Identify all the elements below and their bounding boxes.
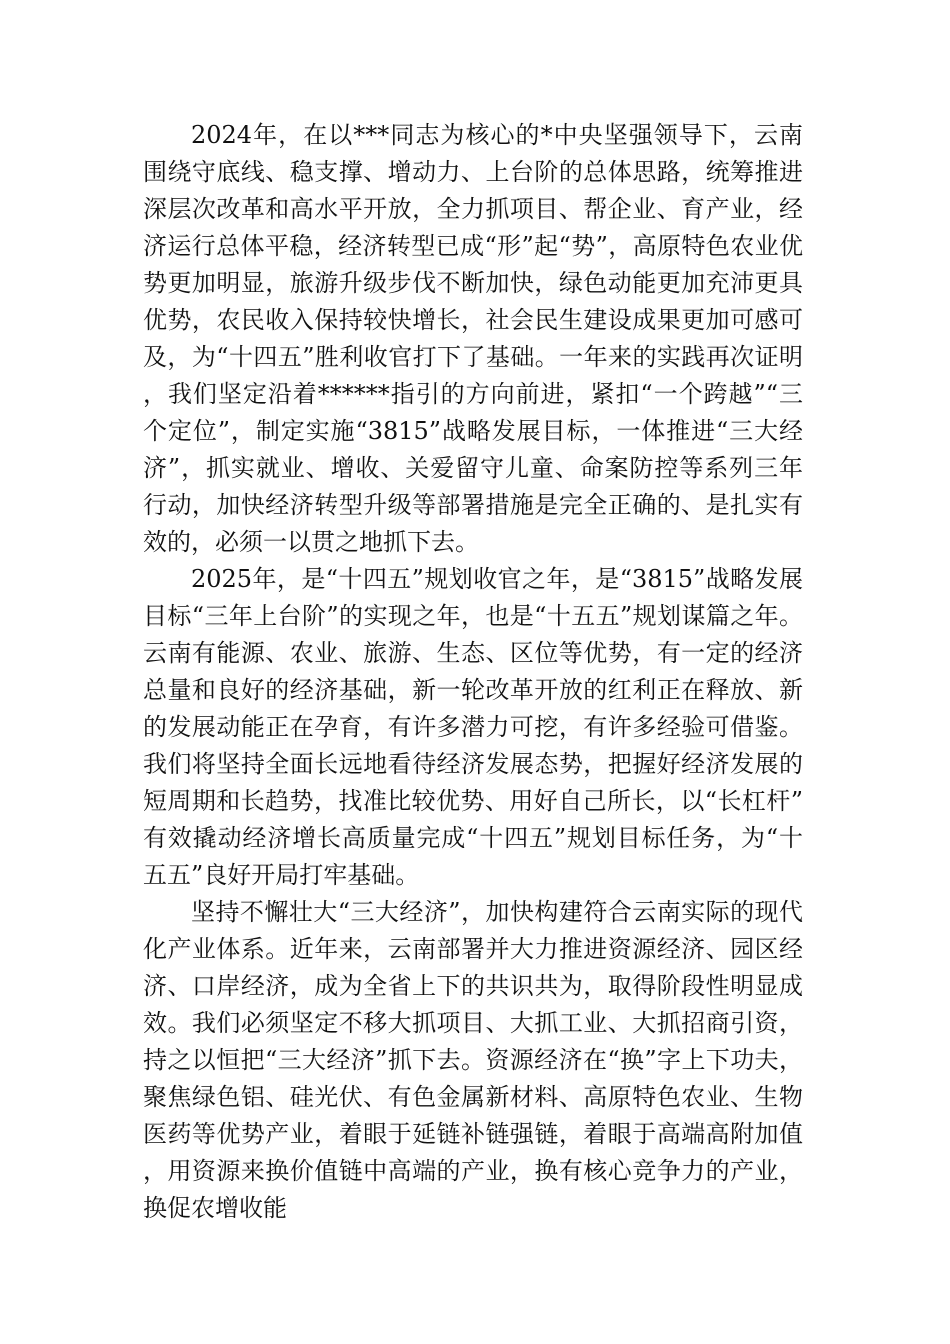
paragraph-2: 2025年，是“十四五”规划收官之年，是“3815”战略发展目标“三年上台阶”的实现之年，也是“十五五”规划谋篇之年。云南有能源、农业、旅游、生态、区位等优势，有一定的经济总量和良好的经济基础，新一轮改革开放的红利正在释放、新的发展动能正在孕育，有许多潜力可挖，有许多经验可借鉴。我们将坚持全面长远地看待经济发展态势，把握好经济发展的短周期和长趋势，找准比较优势、用好自己所长，以“长杠杆”有效撬动经济增长高质量完成“十四五”规划目标任务，为“十五五”良好开局打牢基础。 xyxy=(143,565,803,889)
paragraph-3: 坚持不懈壮大“三大经济”，加快构建符合云南实际的现代化产业体系。近年来，云南部署并大力推进资源经济、园区经济、口岸经济，成为全省上下的共识共为，取得阶段性明显成效。我们必须坚定不移大抓项目、大抓工业、大抓招商引资，持之以恒把“三大经济”抓下去。资源经济在“换”字上下功夫，聚焦绿色铝、硅光伏、有色金属新材料、高原特色农业、生物医药等优势产业，着眼于延链补链强链，着眼于高端高附加值，用资源来换价值链中高端的产业，换有核心竞争力的产业，换促农增收能 xyxy=(143,898,803,1222)
document-body xyxy=(143,117,803,1227)
paragraph-1: 2024年，在以***同志为核心的*中央坚强领导下，云南围绕守底线、稳支撑、增动力、上台阶的总体思路，统筹推进深层次改革和高水平开放，全力抓项目、帮企业、育产业，经济运行总体平稳，经济转型已成“形”起“势”，高原特色农业优势更加明显，旅游升级步伐不断加快，绿色动能更加充沛更具优势，农民收入保持较快增长，社会民生建设成果更加可感可及，为“十四五”胜利收官打下了基础。一年来的实践再次证明，我们坚定沿着******指引的方向前进，紧扣“一个跨越”“三个定位”，制定实施“3815”战略发展目标，一体推进“三大经济”，抓实就业、增收、关爱留守儿童、命案防控等系列三年行动，加快经济转型升级等部署措施是完全正确的、是扎实有效的，必须一以贯之地抓下去。 xyxy=(143,121,803,556)
